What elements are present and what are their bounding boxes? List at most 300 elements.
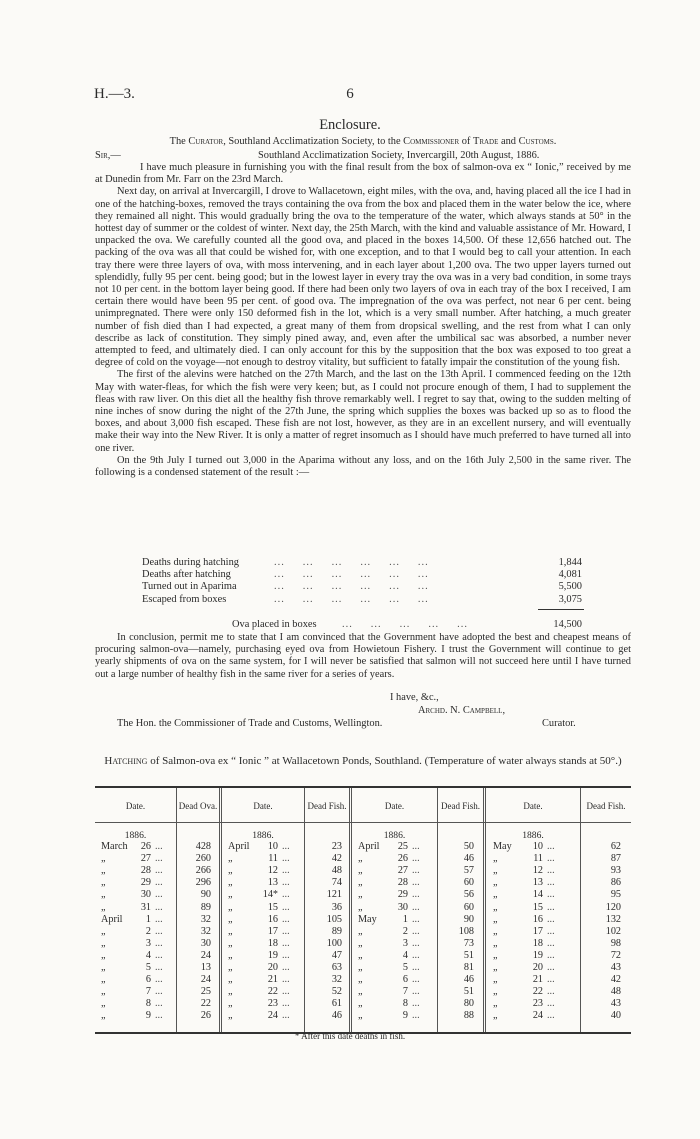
date-cell bbox=[228, 865, 296, 877]
dead-ova-cell: 13 bbox=[200, 962, 211, 973]
month: April bbox=[228, 841, 250, 852]
dead-fish-cell: 74 bbox=[331, 877, 342, 889]
leader-dots: ... bbox=[282, 998, 290, 1010]
day: 1 bbox=[145, 913, 151, 925]
leader-dots: ... bbox=[155, 986, 163, 998]
leader-dots: ... bbox=[412, 889, 420, 901]
address-text: The bbox=[169, 136, 189, 147]
column-rule bbox=[349, 788, 352, 1032]
date-cell bbox=[101, 841, 169, 853]
month: „ bbox=[101, 889, 106, 901]
dead-fish-cell: 61 bbox=[331, 998, 342, 1010]
month: „ bbox=[493, 865, 498, 877]
day: 18 bbox=[267, 937, 278, 949]
leader-dots: ... bbox=[155, 962, 163, 973]
leader-dots: ... bbox=[412, 974, 420, 986]
date-cell bbox=[228, 926, 296, 938]
leader-dots: ... bbox=[412, 937, 420, 949]
dead-fish-cell: 105 bbox=[326, 913, 342, 925]
day: 16 bbox=[267, 913, 278, 925]
dead-ova-cell: 22 bbox=[200, 998, 211, 1010]
leader-dots: ... bbox=[547, 986, 555, 998]
dead-fish-cell: 42 bbox=[331, 853, 342, 865]
month: April bbox=[101, 913, 123, 925]
month: „ bbox=[228, 962, 233, 973]
dead-ova-cell: 26 bbox=[200, 1010, 211, 1022]
date-cell bbox=[493, 865, 561, 877]
leader-dots: ... bbox=[547, 913, 555, 925]
date-cell bbox=[101, 962, 169, 974]
address-text: of bbox=[459, 136, 473, 147]
day: 12 bbox=[532, 865, 543, 877]
dead-fish-cell: 88 bbox=[463, 1010, 474, 1022]
leader-dots: ... bbox=[547, 974, 555, 986]
dead-fish-cell: 46 bbox=[463, 974, 474, 986]
date-cell bbox=[493, 974, 561, 986]
dead-fish-cell: 132 bbox=[605, 913, 621, 925]
month: March bbox=[101, 841, 128, 852]
day: 15 bbox=[267, 901, 278, 913]
total-value: 14,500 bbox=[553, 619, 582, 630]
month: „ bbox=[228, 925, 233, 937]
letter-dateline: Southland Acclimatization Society, Invercargill, 20th August, 1886. bbox=[258, 150, 540, 161]
month: „ bbox=[228, 889, 233, 901]
summary-label: Turned out in Aparima bbox=[142, 581, 237, 593]
date-cell bbox=[228, 889, 296, 901]
leader-dots: ... bbox=[412, 877, 420, 889]
day: 13 bbox=[532, 877, 543, 889]
leader-dots: ... bbox=[547, 925, 555, 937]
leader-dots: ... bbox=[547, 901, 555, 913]
month: May bbox=[493, 841, 512, 852]
day: 18 bbox=[532, 937, 543, 949]
dead-ova-cell: 30 bbox=[200, 937, 211, 949]
month: „ bbox=[228, 901, 233, 913]
date-cell bbox=[228, 938, 296, 950]
table-caption bbox=[95, 755, 631, 768]
day: 9 bbox=[402, 1010, 408, 1022]
day: 27 bbox=[140, 853, 151, 865]
month: „ bbox=[358, 901, 363, 913]
date-cell bbox=[358, 1010, 426, 1022]
leader-dots: ... bbox=[547, 877, 555, 889]
date-cell bbox=[101, 902, 169, 914]
day: 26 bbox=[140, 841, 151, 852]
result-statement bbox=[142, 557, 582, 606]
day: 9 bbox=[145, 1010, 151, 1022]
month: „ bbox=[101, 877, 106, 889]
day: 10 bbox=[532, 841, 543, 852]
dead-ova-cell: 32 bbox=[200, 913, 211, 925]
date-cell bbox=[101, 889, 169, 901]
date-cell bbox=[228, 950, 296, 962]
date-cell bbox=[101, 865, 169, 877]
leader-dots: ... bbox=[282, 901, 290, 913]
leader-dots: ... bbox=[547, 998, 555, 1010]
leader-dots: ... bbox=[412, 865, 420, 877]
month: „ bbox=[493, 877, 498, 889]
dead-ova-cell: 32 bbox=[200, 925, 211, 937]
leader-dots: ... bbox=[547, 1010, 555, 1022]
leader-dots: ... bbox=[412, 913, 420, 925]
dead-ova-cell: 428 bbox=[195, 841, 211, 852]
date-cell bbox=[493, 853, 561, 865]
leader-dots: ... bbox=[412, 998, 420, 1010]
address-text: , Southland Acclimatization Society, to the bbox=[223, 136, 404, 147]
month: May bbox=[358, 913, 377, 925]
month: „ bbox=[228, 877, 233, 889]
dead-fish-cell: 86 bbox=[610, 877, 621, 889]
day: 30 bbox=[140, 889, 151, 901]
month: „ bbox=[358, 889, 363, 901]
day: 13 bbox=[267, 877, 278, 889]
month: „ bbox=[358, 865, 363, 877]
date-cell bbox=[358, 877, 426, 889]
dead-ova-cell: 266 bbox=[195, 865, 211, 877]
day: 27 bbox=[397, 865, 408, 877]
address-curator: Curator bbox=[188, 136, 224, 147]
month: „ bbox=[228, 949, 233, 961]
day: 31 bbox=[140, 901, 151, 913]
day: 3 bbox=[145, 937, 151, 949]
leader-dots: ... bbox=[155, 937, 163, 949]
dead-fish-cell: 121 bbox=[326, 889, 342, 901]
date-cell bbox=[101, 914, 169, 926]
dead-ova-cell: 89 bbox=[200, 901, 211, 913]
day: 24 bbox=[532, 1010, 543, 1022]
month: „ bbox=[358, 877, 363, 889]
leader-dots: ... bbox=[412, 853, 420, 865]
leader-dots: ... bbox=[282, 962, 290, 973]
leader-dots: ... bbox=[412, 962, 420, 973]
date-cell bbox=[358, 938, 426, 950]
month: „ bbox=[493, 925, 498, 937]
conclusion-paragraph bbox=[95, 632, 631, 681]
leader-dots: ... bbox=[282, 865, 290, 877]
dead-fish-cell: 89 bbox=[331, 925, 342, 937]
month: „ bbox=[101, 937, 106, 949]
date-cell bbox=[228, 877, 296, 889]
dead-fish-cell: 47 bbox=[331, 949, 342, 961]
dead-ova-cell: 25 bbox=[200, 986, 211, 998]
leader-dots: ... bbox=[282, 1010, 290, 1022]
month: „ bbox=[228, 865, 233, 877]
date-cell bbox=[358, 853, 426, 865]
signature: Archd. N. Campbell, bbox=[418, 705, 506, 716]
dead-fish-cell: 62 bbox=[610, 841, 621, 852]
date-cell bbox=[358, 914, 426, 926]
day: 25 bbox=[397, 841, 408, 852]
column-header: Date. bbox=[384, 801, 405, 811]
day: 4 bbox=[145, 949, 151, 961]
dead-fish-cell: 108 bbox=[458, 925, 474, 937]
dead-fish-cell: 40 bbox=[610, 1010, 621, 1022]
date-cell bbox=[101, 938, 169, 950]
month: „ bbox=[228, 986, 233, 998]
day: 14* bbox=[262, 889, 278, 901]
day: 8 bbox=[402, 998, 408, 1010]
address-text: . bbox=[553, 136, 557, 147]
column-header: Date. bbox=[523, 801, 543, 811]
column-rule bbox=[219, 788, 222, 1032]
month: „ bbox=[493, 853, 498, 865]
letter-address-line bbox=[95, 136, 631, 149]
day: 4 bbox=[402, 949, 408, 961]
dead-fish-cell: 80 bbox=[463, 998, 474, 1010]
date-cell bbox=[228, 962, 296, 974]
day: 11 bbox=[268, 853, 278, 865]
leader-dots: ... bbox=[282, 974, 290, 986]
date-cell bbox=[493, 962, 561, 974]
year-label: 1886. bbox=[124, 830, 147, 841]
month: „ bbox=[493, 901, 498, 913]
sum-rule bbox=[538, 609, 584, 610]
dead-fish-cell: 93 bbox=[610, 865, 621, 877]
date-cell bbox=[228, 1010, 296, 1022]
leader-dots: ... bbox=[547, 962, 555, 973]
month: „ bbox=[358, 986, 363, 998]
leader-dots: ... bbox=[412, 901, 420, 913]
dead-fish-cell: 90 bbox=[463, 913, 474, 925]
month: „ bbox=[493, 962, 498, 973]
date-cell bbox=[358, 986, 426, 998]
dead-fish-cell: 63 bbox=[331, 962, 342, 973]
month: „ bbox=[358, 962, 363, 973]
dead-fish-cell: 51 bbox=[463, 949, 474, 961]
dead-ova-cell: 90 bbox=[200, 889, 211, 901]
summary-value: 4,081 bbox=[558, 569, 582, 581]
dead-ova-cell: 24 bbox=[200, 949, 211, 961]
day: 23 bbox=[267, 998, 278, 1010]
leader-dots: ... bbox=[547, 949, 555, 961]
leader-dots: ... bbox=[282, 877, 290, 889]
leader-dots: ... bbox=[155, 853, 163, 865]
month: „ bbox=[493, 998, 498, 1010]
day: 22 bbox=[532, 986, 543, 998]
leader-dots: ... bbox=[155, 949, 163, 961]
column-header: Date. bbox=[125, 801, 146, 811]
dead-ova-cell: 296 bbox=[195, 877, 211, 889]
month: „ bbox=[358, 925, 363, 937]
date-cell bbox=[493, 950, 561, 962]
day: 17 bbox=[532, 925, 543, 937]
summary-label: Deaths after hatching bbox=[142, 569, 231, 581]
dead-ova-cell: 24 bbox=[200, 974, 211, 986]
date-cell bbox=[493, 998, 561, 1010]
leader-dots: ... bbox=[412, 949, 420, 961]
date-cell bbox=[358, 841, 426, 853]
caption-text: of Salmon-ova ex “ Ionic ” at Wallacetown Ponds, Southland. (Temperature of water always stands at 50°.) bbox=[147, 755, 622, 767]
leader-dots: ... bbox=[155, 913, 163, 925]
dead-fish-cell: 60 bbox=[463, 901, 474, 913]
day: 19 bbox=[267, 949, 278, 961]
date-cell bbox=[358, 865, 426, 877]
date-cell bbox=[358, 902, 426, 914]
day: 5 bbox=[145, 962, 151, 973]
month: „ bbox=[358, 937, 363, 949]
month: „ bbox=[101, 1010, 106, 1022]
date-cell bbox=[493, 877, 561, 889]
table-footnote: * After this date deaths in fish. bbox=[294, 1031, 406, 1041]
leader-dots: ... bbox=[547, 865, 555, 877]
leader-dots: ... ... ... ... ... ... bbox=[274, 581, 429, 593]
dead-ova-cell: 260 bbox=[195, 853, 211, 865]
column-header: Dead Ova. bbox=[178, 801, 218, 811]
leader-dots: ... bbox=[547, 853, 555, 865]
leader-dots: ... ... ... ... ... ... bbox=[274, 569, 429, 581]
day: 23 bbox=[532, 998, 543, 1010]
dead-fish-cell: 52 bbox=[331, 986, 342, 998]
month: „ bbox=[493, 974, 498, 986]
dead-fish-cell: 48 bbox=[331, 865, 342, 877]
day: 12 bbox=[267, 865, 278, 877]
header-rule bbox=[95, 822, 631, 823]
day: 26 bbox=[397, 853, 408, 865]
address-customs: Customs bbox=[518, 136, 554, 147]
date-cell bbox=[101, 950, 169, 962]
leader-dots: ... bbox=[155, 998, 163, 1010]
dead-fish-cell: 43 bbox=[610, 962, 621, 973]
month: April bbox=[358, 841, 380, 852]
paragraph: I have much pleasure in furnishing you with the final result from the box of salmon-ova ex “ Ionic,” received by me at Dunedin from Mr. Farr on the 23rd March. bbox=[95, 162, 631, 186]
leader-dots: ... bbox=[282, 853, 290, 865]
date-cell bbox=[228, 986, 296, 998]
year-label: 1886. bbox=[522, 830, 544, 841]
paragraph: The first of the alevins were hatched on the 27th March, and the last on the 13th April. I commenced feeding on the 12th May with water-fleas, for which the fish were very keen; but, as I could not procure enough of them, I had to supplement the fleas with raw liver. On this diet all the healthy fish throve remarkably well. I regret to say that, owing to the sudden melting of nine inches of snow during the night of the 27th June, the spring which supplies the boxes was backed up so as to flood the boxes, and about 3,000 fish escaped. These fish are not lost, however, as they are in an excellent nursery, and will eventually make their way into the New River. It is only a matter of regret insomuch as I should have much preferred to have turned all into one river. bbox=[95, 369, 631, 454]
column-header: Date. bbox=[253, 801, 273, 811]
leader-dots: ... bbox=[282, 986, 290, 998]
month: „ bbox=[358, 998, 363, 1010]
leader-dots: ... bbox=[282, 889, 290, 901]
month: „ bbox=[101, 949, 106, 961]
addressee: The Hon. the Commissioner of Trade and Customs, Wellington. bbox=[117, 718, 383, 729]
date-cell bbox=[228, 902, 296, 914]
date-cell bbox=[101, 853, 169, 865]
month: „ bbox=[101, 853, 106, 865]
leader-dots: ... bbox=[155, 841, 163, 852]
date-cell bbox=[228, 853, 296, 865]
dead-fish-cell: 56 bbox=[463, 889, 474, 901]
month: „ bbox=[101, 986, 106, 998]
date-cell bbox=[493, 902, 561, 914]
date-cell bbox=[101, 926, 169, 938]
summary-value: 1,844 bbox=[558, 557, 582, 568]
date-cell bbox=[493, 841, 561, 853]
leader-dots: ... bbox=[155, 974, 163, 986]
month: „ bbox=[228, 974, 233, 986]
dead-fish-cell: 32 bbox=[331, 974, 342, 986]
date-cell bbox=[358, 950, 426, 962]
dead-fish-cell: 23 bbox=[331, 841, 342, 852]
dead-fish-cell: 57 bbox=[463, 865, 474, 877]
total-row bbox=[232, 619, 582, 630]
document-reference: H.—3. bbox=[94, 86, 135, 102]
leader-dots: ... bbox=[155, 1010, 163, 1022]
date-cell bbox=[101, 986, 169, 998]
leader-dots: ... bbox=[155, 865, 163, 877]
date-cell bbox=[101, 998, 169, 1010]
dead-fish-cell: 43 bbox=[610, 998, 621, 1010]
date-cell bbox=[228, 998, 296, 1010]
salutation: Sir,— bbox=[95, 150, 121, 161]
signatory-role: Curator. bbox=[542, 718, 576, 729]
day: 20 bbox=[532, 962, 543, 973]
date-cell bbox=[101, 1010, 169, 1022]
dead-fish-cell: 42 bbox=[610, 974, 621, 986]
leader-dots: ... bbox=[412, 841, 420, 852]
month: „ bbox=[493, 1010, 498, 1022]
date-cell bbox=[101, 974, 169, 986]
day: 21 bbox=[267, 974, 278, 986]
day: 24 bbox=[267, 1010, 278, 1022]
dead-fish-cell: 51 bbox=[463, 986, 474, 998]
column-header: Dead Fish. bbox=[307, 801, 347, 811]
dead-fish-cell: 50 bbox=[463, 841, 474, 852]
month: „ bbox=[358, 974, 363, 986]
date-cell bbox=[358, 926, 426, 938]
month: „ bbox=[493, 949, 498, 961]
column-header: Dead Fish. bbox=[441, 801, 480, 811]
dead-fish-cell: 102 bbox=[605, 925, 621, 937]
day: 16 bbox=[532, 913, 543, 925]
leader-dots: ... bbox=[547, 889, 555, 901]
paragraph: In conclusion, permit me to state that I am convinced that the Government have adopted the best and cheapest means of procuring salmon-ova—namely, purchasing eyed ova from Howietoun Fishery. I trust the Government will continue to get yearly shipments of ova on the same system, for I will never be satisfied that salmon will not succeed here until I have turned out a large number of healthy fish in the same river for a series of years. bbox=[95, 632, 631, 680]
letter-body bbox=[95, 162, 631, 479]
dead-fish-cell: 87 bbox=[610, 853, 621, 865]
day: 2 bbox=[145, 925, 151, 937]
month: „ bbox=[358, 853, 363, 865]
summary-row bbox=[142, 557, 582, 569]
dead-fish-cell: 46 bbox=[331, 1010, 342, 1022]
day: 8 bbox=[145, 998, 151, 1010]
leader-dots: ... bbox=[155, 901, 163, 913]
summary-row bbox=[142, 581, 582, 593]
day: 28 bbox=[140, 865, 151, 877]
leader-dots: ... ... ... ... ... ... bbox=[274, 557, 429, 568]
summary-row bbox=[142, 594, 582, 606]
column-rule bbox=[483, 788, 486, 1032]
address-trade: Trade bbox=[472, 136, 499, 147]
paragraph: Next day, on arrival at Invercargill, I drove to Wallacetown, eight miles, with the ova, and, having placed all the ice I had in one of the hatching-boxes, removed the trays containing the ova from the box and placed them in the water below the ice, where they remained all night. This would gradually bring the ova to the temperature of the water, which always stands at 50° in the hottest day of summer or the coldest of winter. Next day, the 25th March, with the kind and valuable assistance of Mr. Howard, I unpacked the ova. We carefully counted all the good ova, and placed in the boxes 14,500. Of these 12,656 hatched out. The packing of the ova was all that could be wished for, with one exception, and to that I would beg to call your attention. In each tray there were three layers of ova, with moss intervening, and in each layer about 1,200 ova. The two upper layers turned out splendidly, fully 95 per cent. being good; but in the lowest layer in every tray the ova was in a very bad condition, in some trays not 10 per cent. in the bottom layer being good. If there had been only two layers of ova in each tray of the box I received, I am certain there would have been 95 per cent. of good ova. The impregnation of the ova was perfect, not near 6 per cent. being unimpregnated. There were only 150 deformed fish in the lot, which is a very small number. After hatching, a much greater number of fish died than I had expected, a great many of them from dropsical swelling, and the rest from what I can only describe as lack of constitution. They simply pined away, and, even after the umbilical sac was absorbed, a number never attempted to feed, and ultimately died. I can only account for this by the supposition that the box was exposed to too great a degree of cold on the voyage—not enough to destroy vitality, but sufficient to fatally impair the constitution of the young fish. bbox=[95, 186, 631, 369]
summary-row bbox=[142, 569, 582, 581]
leader-dots: ... bbox=[282, 913, 290, 925]
dead-fish-cell: 100 bbox=[326, 937, 342, 949]
summary-value: 3,075 bbox=[558, 593, 582, 605]
leader-dots: ... bbox=[282, 949, 290, 961]
month: „ bbox=[493, 937, 498, 949]
date-cell bbox=[101, 877, 169, 889]
leader-dots: ... ... ... ... ... ... bbox=[274, 593, 429, 605]
month: „ bbox=[228, 853, 233, 865]
day: 21 bbox=[532, 974, 543, 986]
day: 5 bbox=[402, 962, 408, 973]
date-cell bbox=[493, 914, 561, 926]
day: 28 bbox=[397, 877, 408, 889]
month: „ bbox=[101, 901, 106, 913]
dead-fish-cell: 60 bbox=[463, 877, 474, 889]
month: „ bbox=[101, 974, 106, 986]
dead-fish-cell: 81 bbox=[463, 962, 474, 973]
dead-fish-cell: 36 bbox=[331, 901, 342, 913]
leader-dots: ... bbox=[412, 1010, 420, 1022]
day: 29 bbox=[397, 889, 408, 901]
date-cell bbox=[228, 914, 296, 926]
month: „ bbox=[101, 998, 106, 1010]
date-cell bbox=[493, 926, 561, 938]
leader-dots: ... bbox=[412, 986, 420, 998]
dead-fish-cell: 120 bbox=[605, 901, 621, 913]
summary-label: Escaped from boxes bbox=[142, 593, 227, 605]
